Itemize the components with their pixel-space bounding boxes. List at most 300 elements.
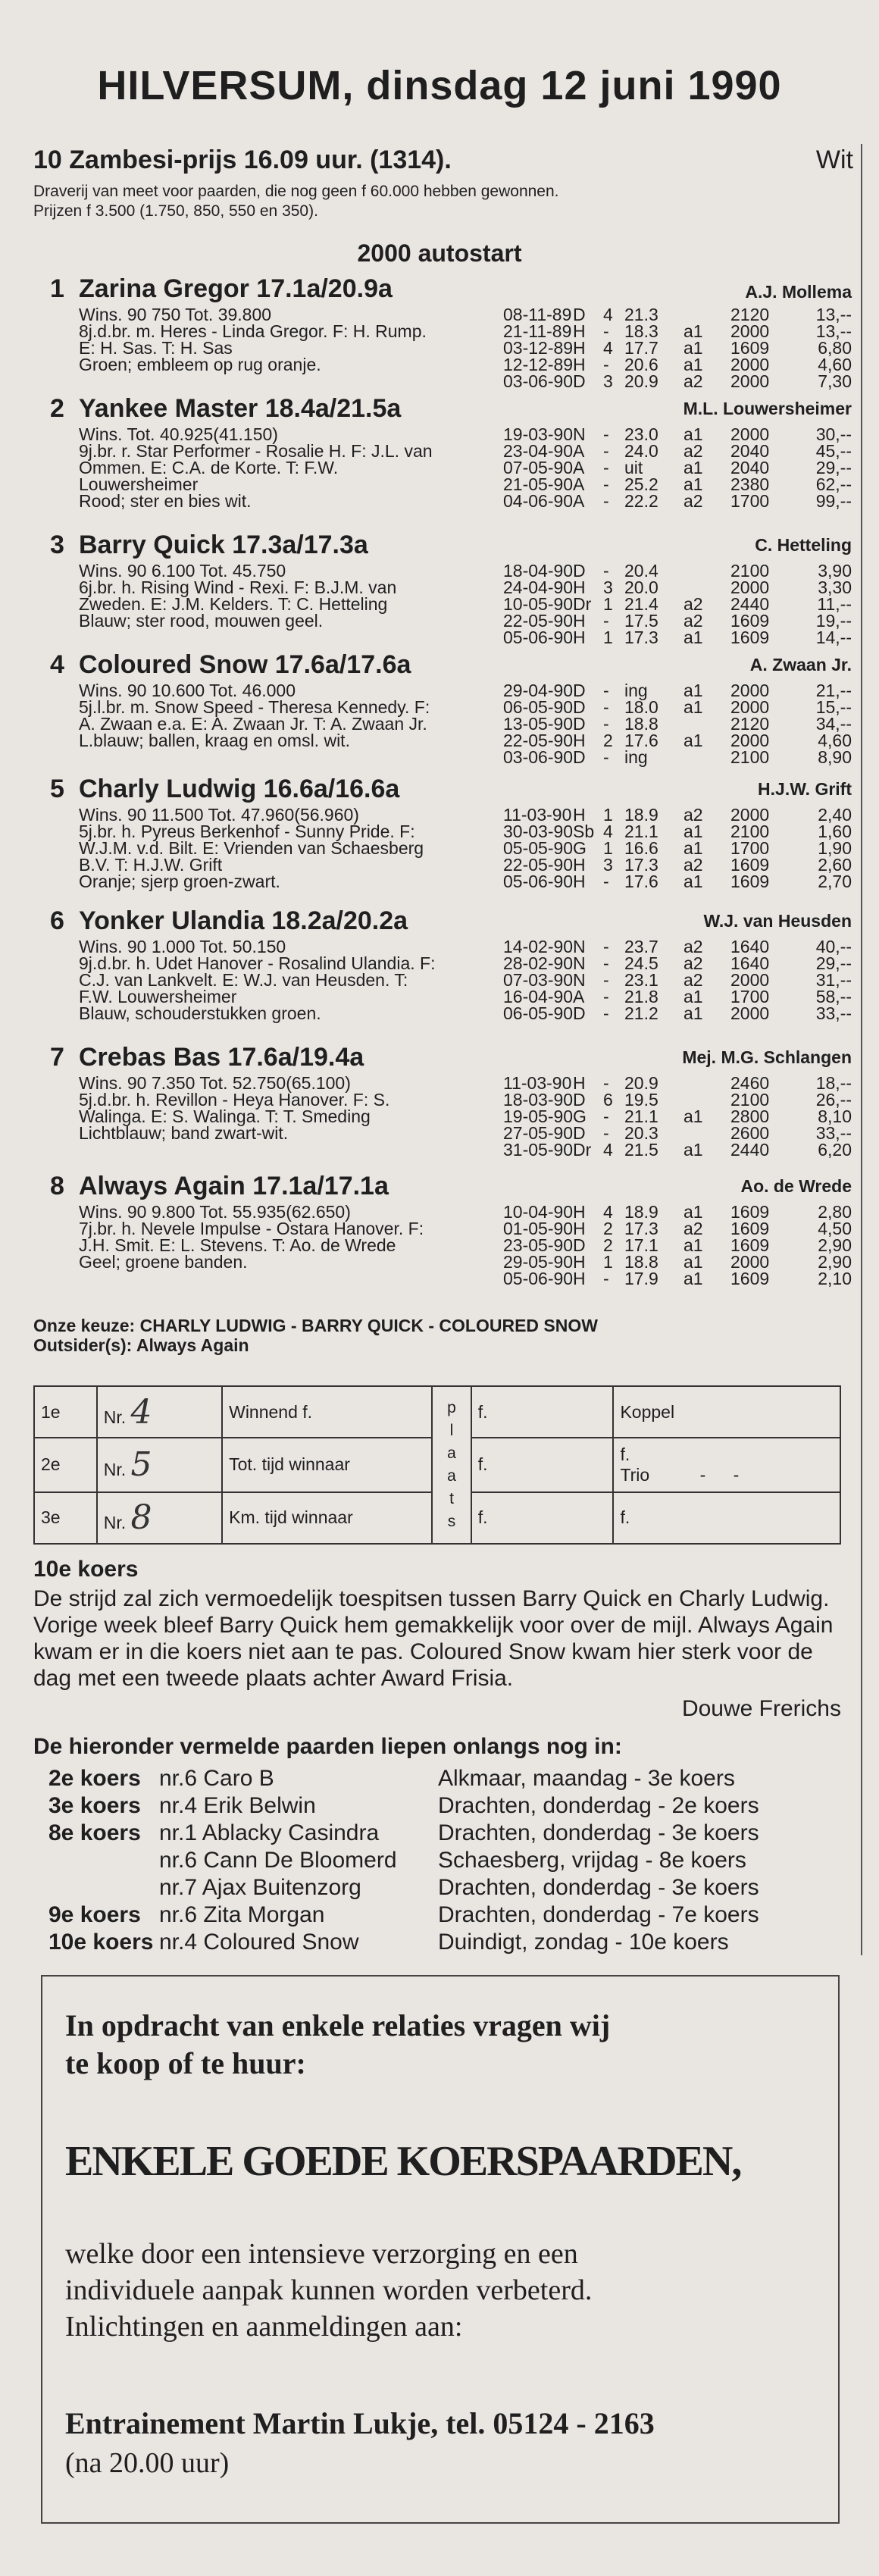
result-cell: D — [573, 747, 586, 767]
result-cell: 21.3 — [624, 305, 658, 324]
horse-info-line: B.V. T: H.J.W. Grift — [79, 855, 223, 875]
outsider: Outsider(s): Always Again — [33, 1335, 249, 1355]
result-cell: 33,-- — [815, 1123, 852, 1143]
result-cell: 58,-- — [815, 987, 852, 1006]
result-cell: 23.7 — [624, 937, 658, 956]
result-cell: a1 — [683, 1106, 703, 1126]
horse-number: 4 — [50, 650, 64, 679]
result-cell: H — [573, 355, 586, 374]
result-cell: 62,-- — [815, 474, 852, 494]
result-cell: 2440 — [730, 594, 770, 614]
result-cell: - — [603, 424, 609, 444]
recent-horse: nr.4 Coloured Snow — [159, 1930, 359, 1955]
result-cell: D — [573, 1235, 586, 1255]
result-cell: 20.3 — [624, 1123, 658, 1143]
result-cell: D — [573, 681, 586, 700]
result-cell: 20.6 — [624, 355, 658, 374]
result-cell: 1,90 — [818, 838, 852, 858]
result-cell: 18.8 — [624, 1252, 658, 1272]
result-cell: a2 — [683, 937, 703, 956]
result-cell: 1 — [603, 1252, 613, 1272]
horse-trainer: Mej. M.G. Schlangen — [682, 1047, 852, 1067]
result-cell: 07-03-90 — [503, 970, 574, 990]
result-cell: - — [603, 937, 609, 956]
result-cell: 1609 — [730, 1219, 770, 1238]
result-cell: 4,60 — [818, 731, 852, 750]
horse-info-line: Geel; groene banden. — [79, 1252, 248, 1272]
analysis-author: Douwe Frerichs — [681, 1696, 841, 1721]
result-cell: a1 — [683, 355, 703, 374]
ad-headline: ENKELE GOEDE KOERSPAARDEN, — [65, 2138, 741, 2185]
result-cell: - — [603, 747, 609, 767]
result-cell: 2,10 — [818, 1269, 852, 1288]
race-heading: 10 Zambesi-prijs 16.09 uur. (1314). — [33, 146, 452, 174]
result-cell: G — [573, 1106, 587, 1126]
result-cell: A — [573, 458, 585, 477]
result-cell: H — [573, 338, 586, 358]
plaats-letter: l — [449, 1422, 454, 1439]
horse-number: 8 — [50, 1172, 64, 1200]
horse-info-line: Wins. 90 750 Tot. 39.800 — [79, 305, 272, 324]
result-cell: a1 — [683, 474, 703, 494]
advertisement — [41, 1975, 840, 2524]
result-cell: 6,20 — [818, 1140, 852, 1160]
result-cell: 6 — [603, 1090, 613, 1110]
result-cell: 8,90 — [818, 747, 852, 767]
result-cell: - — [603, 970, 609, 990]
result-cell: a1 — [683, 987, 703, 1006]
plaats-letter: t — [449, 1490, 454, 1507]
result-cell: 07-05-90 — [503, 458, 574, 477]
result-cell: - — [603, 458, 609, 477]
recent-race-number: 10e koers — [48, 1930, 154, 1955]
result-cell: a1 — [683, 338, 703, 358]
horse-trainer: M.L. Louwersheimer — [683, 399, 852, 418]
recent-horse: nr.6 Zita Morgan — [159, 1902, 325, 1927]
result-cell: 2000 — [730, 424, 770, 444]
result-cell: 05-06-90 — [503, 872, 574, 891]
result-cell: 17.5 — [624, 611, 658, 631]
result-cell: 4 — [603, 338, 613, 358]
horse-info-line: 6j.br. h. Rising Wind - Rexi. F: B.J.M. van — [79, 577, 397, 597]
result-cell: 1609 — [730, 611, 770, 631]
horse-name: Charly Ludwig 16.6a/16.6a — [79, 775, 400, 803]
result-cell: 18.8 — [624, 714, 658, 734]
horse-info-line: Walinga. E: S. Walinga. T: T. Smeding — [79, 1106, 371, 1126]
result-cell: 20.4 — [624, 561, 658, 581]
result-cell: 99,-- — [815, 491, 852, 511]
prediction-grid: 1e Nr. 4 Winnend f. p l a a t s f. Koppel 2e Nr. 5 Tot. tijd winnaar f. f. Trio - - 3e Nr. 8 Km. tijd winnaar f. f. — [33, 1385, 841, 1545]
recent-location: Drachten, donderdag - 3e koers — [438, 1875, 759, 1900]
result-cell: 2000 — [730, 805, 770, 825]
recent-race-number: 9e koers — [48, 1902, 141, 1927]
horse-info-line: Wins. 90 11.500 Tot. 47.960(56.960) — [79, 805, 359, 825]
result-cell: 18.3 — [624, 321, 658, 341]
result-cell: - — [603, 697, 609, 717]
result-cell: 1609 — [730, 1269, 770, 1288]
horse-number: 2 — [50, 394, 64, 423]
result-cell: H — [573, 1252, 586, 1272]
result-cell: 17.9 — [624, 1269, 658, 1288]
result-cell: N — [573, 937, 586, 956]
horse-info-line: Zweden. E: J.M. Kelders. T: C. Hetteling — [79, 594, 388, 614]
result-cell: 2 — [603, 1235, 613, 1255]
horse-trainer: A. Zwaan Jr. — [749, 655, 852, 675]
result-cell: 2800 — [730, 1106, 770, 1126]
result-cell: 2000 — [730, 681, 770, 700]
result-cell: 1 — [603, 838, 613, 858]
horse-number: 5 — [50, 775, 64, 803]
result-cell: Dr — [573, 1140, 592, 1160]
result-cell: 2460 — [730, 1073, 770, 1093]
result-cell: N — [573, 424, 586, 444]
recent-horse: nr.1 Ablacky Casindra — [159, 1820, 380, 1845]
result-cell: uit — [624, 458, 643, 477]
result-cell: 2 — [603, 731, 613, 750]
horse-name: Zarina Gregor 17.1a/20.9a — [79, 274, 393, 303]
horse-info-line: Wins. 90 6.100 Tot. 45.750 — [79, 561, 286, 581]
horse-name: Barry Quick 17.3a/17.3a — [79, 531, 368, 559]
result-cell: 3 — [603, 855, 613, 875]
horse-name: Yonker Ulandia 18.2a/20.2a — [79, 906, 408, 935]
result-cell: D — [573, 371, 586, 391]
result-cell: 3,30 — [818, 577, 852, 597]
result-cell: - — [603, 474, 609, 494]
result-cell: - — [603, 953, 609, 973]
result-cell: 20.9 — [624, 1073, 658, 1093]
result-cell: A — [573, 987, 585, 1006]
result-cell: 23.1 — [624, 970, 658, 990]
handwritten-number: 8 — [130, 1498, 152, 1538]
result-cell: a1 — [683, 697, 703, 717]
result-cell: 18.0 — [624, 697, 658, 717]
result-cell: 2100 — [730, 561, 770, 581]
horse-info-line: 8j.d.br. m. Heres - Linda Gregor. F: H. Rump. — [79, 321, 427, 341]
result-cell: 22-05-90 — [503, 855, 574, 875]
result-cell: 40,-- — [815, 937, 852, 956]
horse-info-line: F.W. Louwersheimer — [79, 987, 237, 1006]
horse-trainer: Ao. de Wrede — [740, 1176, 852, 1196]
horse-name: Crebas Bas 17.6a/19.4a — [79, 1043, 364, 1072]
result-cell: - — [603, 321, 609, 341]
result-cell: 21,-- — [815, 681, 852, 700]
horse-info-line: A. Zwaan e.a. E: A. Zwaan Jr. T: A. Zwaan Jr. — [79, 714, 427, 734]
result-cell: a1 — [683, 1140, 703, 1160]
recent-location: Alkmaar, maandag - 3e koers — [438, 1766, 735, 1791]
race-analysis-heading: 10e koers — [33, 1557, 139, 1582]
result-cell: 1609 — [730, 1235, 770, 1255]
result-cell: 4 — [603, 1140, 613, 1160]
grid-place: 1e — [34, 1386, 97, 1438]
result-cell: 2000 — [730, 321, 770, 341]
result-cell: 3 — [603, 577, 613, 597]
result-cell: 03-06-90 — [503, 747, 574, 767]
result-cell: 06-05-90 — [503, 1003, 574, 1023]
result-cell: - — [603, 714, 609, 734]
result-cell: a2 — [683, 953, 703, 973]
result-cell: 30-03-90 — [503, 822, 574, 841]
horse-info-line: L.blauw; ballen, kraag en omsl. wit. — [79, 731, 350, 750]
result-cell: a1 — [683, 822, 703, 841]
result-cell: D — [573, 1090, 586, 1110]
result-cell: 13,-- — [815, 321, 852, 341]
result-cell: 18-03-90 — [503, 1090, 574, 1110]
result-cell: 2120 — [730, 714, 770, 734]
recent-horse: nr.7 Ajax Buitenzorg — [159, 1875, 361, 1900]
page-title: HILVERSUM, dinsdag 12 juni 1990 — [97, 63, 782, 108]
result-cell: 06-05-90 — [503, 697, 574, 717]
ad-intro: In opdracht van enkele relaties vragen wij te koop of te huur: — [65, 2008, 611, 2080]
result-cell: 14,-- — [815, 628, 852, 647]
result-cell: 17.6 — [624, 872, 658, 891]
result-cell: a2 — [683, 611, 703, 631]
result-cell: 19-03-90 — [503, 424, 574, 444]
result-cell: H — [573, 577, 586, 597]
ad-contact: Entrainement Martin Lukje, tel. 05124 - 2163 — [65, 2406, 655, 2440]
result-cell: 16.6 — [624, 838, 658, 858]
result-cell: 2600 — [730, 1123, 770, 1143]
result-cell: 20.9 — [624, 371, 658, 391]
horse-name: Yankee Master 18.4a/21.5a — [79, 394, 402, 423]
horse-info-line: Wins. 90 7.350 Tot. 52.750(65.100) — [79, 1073, 351, 1093]
horse-info-line: 5j.br. h. Pyreus Berkenhof - Sunny Pride. F: — [79, 822, 415, 841]
result-cell: 25.2 — [624, 474, 658, 494]
horse-info-line: Wins. Tot. 40.925(41.150) — [79, 424, 278, 444]
result-cell: 1 — [603, 628, 613, 647]
result-cell: 20.0 — [624, 577, 658, 597]
result-cell: 29-04-90 — [503, 681, 574, 700]
result-cell: 21.4 — [624, 594, 658, 614]
result-cell: 15,-- — [815, 697, 852, 717]
result-cell: 1609 — [730, 628, 770, 647]
result-cell: 29,-- — [815, 953, 852, 973]
result-cell: 11,-- — [817, 594, 852, 614]
result-cell: 29-05-90 — [503, 1252, 574, 1272]
result-cell: 2,60 — [818, 855, 852, 875]
result-cell: 2000 — [730, 577, 770, 597]
result-cell: a1 — [683, 1202, 703, 1222]
result-cell: 10-05-90 — [503, 594, 574, 614]
horse-info-line: Rood; ster en bies wit. — [79, 491, 252, 511]
result-cell: - — [603, 987, 609, 1006]
result-cell: a2 — [683, 1219, 703, 1238]
result-cell: a1 — [683, 321, 703, 341]
result-cell: a1 — [683, 1269, 703, 1288]
horse-name: Coloured Snow 17.6a/17.6a — [79, 650, 411, 679]
handwritten-number: 4 — [130, 1392, 152, 1432]
result-cell: 1609 — [730, 872, 770, 891]
result-cell: Sb — [573, 822, 595, 841]
recent-horse: nr.6 Cann De Bloomerd — [159, 1848, 397, 1873]
result-cell: 10-04-90 — [503, 1202, 574, 1222]
result-cell: 2040 — [730, 441, 770, 461]
result-cell: a1 — [683, 872, 703, 891]
result-cell: - — [603, 355, 609, 374]
result-cell: H — [573, 1073, 586, 1093]
ad-hours: (na 20.00 uur) — [65, 2447, 230, 2479]
result-cell: H — [573, 1269, 586, 1288]
result-cell: 18,-- — [815, 1073, 852, 1093]
grid-label: Winnend f. — [222, 1386, 432, 1438]
recent-location: Schaesberg, vrijdag - 8e koers — [438, 1848, 746, 1873]
result-cell: H — [573, 628, 586, 647]
recent-race-number: 2e koers — [48, 1766, 141, 1791]
result-cell: a2 — [683, 970, 703, 990]
result-cell: 22-05-90 — [503, 611, 574, 631]
result-cell: Dr — [573, 594, 592, 614]
result-cell: 21.1 — [624, 822, 658, 841]
result-cell: 2,40 — [818, 805, 852, 825]
plaats-letter: a — [447, 1467, 456, 1485]
result-cell: 4,60 — [818, 355, 852, 374]
horse-trainer: C. Hetteling — [755, 535, 852, 555]
result-cell: 2380 — [730, 474, 770, 494]
result-cell: 21.2 — [624, 1003, 658, 1023]
result-cell: 18-04-90 — [503, 561, 574, 581]
horse-number: 6 — [50, 906, 64, 935]
result-cell: H — [573, 872, 586, 891]
grid-plaats — [432, 1386, 471, 1544]
result-cell: 24-04-90 — [503, 577, 574, 597]
result-cell: 2000 — [730, 731, 770, 750]
horse-info-line: Blauw; ster rood, mouwen geel. — [79, 611, 324, 631]
result-cell: - — [603, 1073, 609, 1093]
result-cell: 13-05-90 — [503, 714, 574, 734]
result-cell: H — [573, 611, 586, 631]
result-cell: 22-05-90 — [503, 731, 574, 750]
grid-trio: Trio — [620, 1464, 650, 1485]
result-cell: 27-05-90 — [503, 1123, 574, 1143]
grid-koppel: Koppel — [613, 1386, 840, 1438]
result-cell: 2,90 — [818, 1235, 852, 1255]
result-cell: ing — [624, 747, 648, 767]
result-cell: 21-11-89 — [503, 321, 572, 341]
result-cell: 05-05-90 — [503, 838, 574, 858]
result-cell: 2100 — [730, 1090, 770, 1110]
horse-info-line: Wins. 90 1.000 Tot. 50.150 — [79, 937, 286, 956]
result-cell: a2 — [683, 491, 703, 511]
result-cell: 29,-- — [815, 458, 852, 477]
race-description: Draverij van meet voor paarden, die nog geen f 60.000 hebben gewonnen. Prijzen f 3.500 (1.750, 850, 550 en 350). — [33, 183, 559, 220]
result-cell: 17.3 — [624, 628, 658, 647]
result-cell: 04-06-90 — [503, 491, 574, 511]
result-cell: a2 — [683, 594, 703, 614]
result-cell: 2 — [603, 1219, 613, 1238]
recent-race-number: 3e koers — [48, 1793, 141, 1818]
result-cell: 1,60 — [818, 822, 852, 841]
result-cell: 18.9 — [624, 1202, 658, 1222]
result-cell: 1 — [603, 805, 613, 825]
result-cell: 2000 — [730, 371, 770, 391]
result-cell: 2,80 — [818, 1202, 852, 1222]
result-cell: a1 — [683, 1252, 703, 1272]
result-cell: H — [573, 1202, 586, 1222]
result-cell: a1 — [683, 731, 703, 750]
horse-number: 3 — [50, 531, 64, 559]
horse-number: 1 — [50, 274, 64, 303]
result-cell: D — [573, 1003, 586, 1023]
result-cell: 2100 — [730, 822, 770, 841]
horse-info-line: Groen; embleem op rug oranje. — [79, 355, 321, 374]
our-choice: Onze keuze: CHARLY LUDWIG - BARRY QUICK - COLOURED SNOW — [33, 1316, 598, 1335]
result-cell: - — [603, 1106, 609, 1126]
result-cell: 45,-- — [815, 441, 852, 461]
race-analysis-text: De strijd zal zich vermoedelijk toespitsen tussen Barry Quick en Charly Ludwig. Vorige week bleef Barry Quick hem gemakkelijk voor over de mijl. Always Again kwam er in die koers niet aan te pas. Coloured Snow kwam hier sterk voor de dag met een tweede plaats achter Award Frisia. — [33, 1586, 834, 1691]
result-cell: 08-11-89 — [503, 305, 572, 324]
result-cell: 4 — [603, 822, 613, 841]
horse-info-line: 5j.d.br. h. Revillon - Heya Hanover. F: S. — [79, 1090, 390, 1110]
horse-info-line: Wins. 90 10.600 Tot. 46.000 — [79, 681, 296, 700]
result-cell: 1700 — [730, 987, 770, 1006]
result-cell: 2,70 — [818, 872, 852, 891]
result-cell: 8,10 — [818, 1106, 852, 1126]
result-cell: - — [603, 611, 609, 631]
result-cell: 4 — [603, 305, 613, 324]
result-cell: 24.0 — [624, 441, 658, 461]
result-cell: 33,-- — [815, 1003, 852, 1023]
result-cell: 16-04-90 — [503, 987, 574, 1006]
result-cell: A — [573, 441, 585, 461]
plaats-letter: p — [447, 1399, 456, 1416]
result-cell: 21.5 — [624, 1140, 658, 1160]
result-cell: 21.8 — [624, 987, 658, 1006]
result-cell: 3 — [603, 371, 613, 391]
result-cell: D — [573, 561, 586, 581]
result-cell: 2000 — [730, 1003, 770, 1023]
recent-runs-heading: De hieronder vermelde paarden liepen onlangs nog in: — [33, 1734, 622, 1759]
result-cell: 2440 — [730, 1140, 770, 1160]
result-cell: D — [573, 697, 586, 717]
result-cell: D — [573, 714, 586, 734]
result-cell: a1 — [683, 458, 703, 477]
race-category: Wit — [815, 146, 853, 174]
result-cell: 12-12-89 — [503, 355, 574, 374]
result-cell: 2100 — [730, 747, 770, 767]
result-cell: 05-06-90 — [503, 628, 574, 647]
recent-race-number: 8e koers — [48, 1820, 141, 1845]
horse-trainer: A.J. Mollema — [745, 282, 852, 302]
handwritten-number: 5 — [130, 1445, 152, 1485]
result-cell: 1700 — [730, 491, 770, 511]
result-cell: a1 — [683, 681, 703, 700]
result-cell: H — [573, 321, 586, 341]
result-cell: 17.1 — [624, 1235, 658, 1255]
result-cell: ing — [624, 681, 648, 700]
result-cell: - — [603, 681, 609, 700]
result-cell: 2040 — [730, 458, 770, 477]
recent-horse: nr.4 Erik Belwin — [159, 1793, 316, 1818]
result-cell: A — [573, 491, 585, 511]
result-cell: A — [573, 474, 585, 494]
result-cell: 01-05-90 — [503, 1219, 574, 1238]
horse-info-line: Blauw, schouderstukken groen. — [79, 1003, 321, 1023]
result-cell: 22.2 — [624, 491, 658, 511]
horse-info-line: 7j.br. h. Nevele Impulse - Ostara Hanover. F: — [79, 1219, 424, 1238]
result-cell: 26,-- — [815, 1090, 852, 1110]
result-cell: a1 — [683, 838, 703, 858]
result-cell: D — [573, 1123, 586, 1143]
result-cell: 03-06-90 — [503, 371, 574, 391]
result-cell: - — [603, 491, 609, 511]
result-cell: 1609 — [730, 855, 770, 875]
result-cell: 21.1 — [624, 1106, 658, 1126]
result-cell: 34,-- — [815, 714, 852, 734]
result-cell: 03-12-89 — [503, 338, 574, 358]
result-cell: 23-04-90 — [503, 441, 574, 461]
result-cell: 6,80 — [818, 338, 852, 358]
result-cell: 1640 — [730, 953, 770, 973]
grid-f: f. — [471, 1386, 614, 1438]
